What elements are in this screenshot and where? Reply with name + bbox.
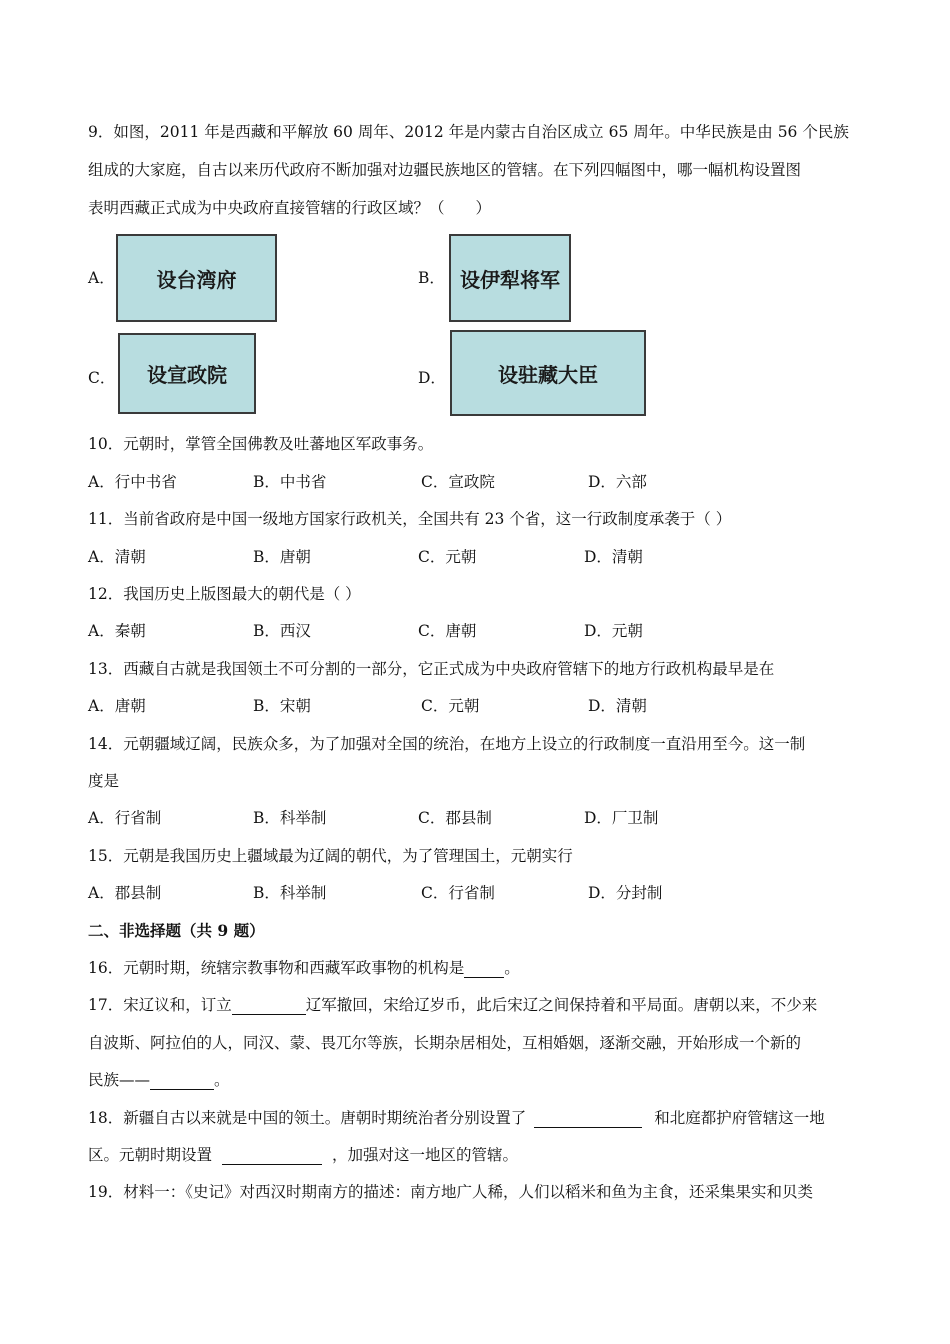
q9-option-d-box: 设驻藏大臣: [450, 330, 646, 416]
q11-option-a: A．清朝: [88, 548, 146, 566]
q10-option-a: A．行中书省: [88, 473, 177, 491]
q9-line-3: 表明西藏正式成为中央政府直接管辖的行政区域？（ ）: [88, 199, 492, 217]
q17-line-3: [88, 1070, 230, 1090]
q17-blank-1[interactable]: [232, 998, 306, 1015]
q12-options: [88, 621, 868, 641]
q12-option-b: B．西汉: [253, 622, 311, 640]
q11-options: [88, 547, 868, 567]
q9-option-d-label: D．: [418, 369, 446, 387]
q18-blank-2[interactable]: [222, 1148, 322, 1165]
q13-option-b: B．宋朝: [253, 697, 311, 715]
q14-options: [88, 808, 868, 828]
q10-option-c: C．宣政院: [421, 473, 495, 491]
q15-option-b: B．科举制: [253, 884, 327, 902]
q9-option-b-box: 设伊犁将军: [449, 234, 571, 322]
q9-option-a-label: A．: [88, 269, 115, 287]
q17-text-cont: 辽军撤回，宋给辽岁币，此后宋辽之间保持着和平局面。唐朝以来，不少来: [305, 996, 818, 1014]
q11-option-d: D．清朝: [584, 548, 643, 566]
q12-option-c: C．唐朝: [418, 622, 477, 640]
q17-blank-2[interactable]: [150, 1073, 214, 1090]
q12-option-a: A．秦朝: [88, 622, 146, 640]
q15-option-a: A．郡县制: [88, 884, 162, 902]
q13-option-c: C．元朝: [421, 697, 480, 715]
q16-text: 16．元朝时期，统辖宗教事物和西藏军政事物的机构是: [88, 959, 465, 977]
q10-options: [88, 472, 868, 492]
q14-option-a: A．行省制: [88, 809, 162, 827]
q9-option-c-label: C．: [88, 369, 116, 387]
q13-option-a: A．唐朝: [88, 697, 146, 715]
q14-line-1: 14．元朝疆域辽阔，民族众多，为了加强对全国的统治，在地方上设立的行政制度一直沿用至今。这一制: [88, 735, 806, 753]
q17-text-end: 。: [214, 1071, 230, 1089]
q15-option-c: C．行省制: [421, 884, 495, 902]
q11-option-c: C．元朝: [418, 548, 477, 566]
q12-stem: 12．我国历史上版图最大的朝代是（ ）: [88, 585, 361, 603]
q17-text: 17．宋辽议和，订立: [88, 996, 232, 1014]
q19-line-1: 19．材料一：《史记》对西汉时期南方的描述：南方地广人稀，人们以稻米和鱼为主食，还采集果实和贝类: [88, 1183, 813, 1201]
q18-text-line2: 区。元朝时期设置: [88, 1146, 213, 1164]
q16: [88, 958, 520, 978]
q15-options: [88, 883, 868, 903]
q14-line-2: 度是: [88, 772, 120, 790]
q10-stem: 10．元朝时，掌管全国佛教及吐蕃地区军政事务。: [88, 435, 434, 453]
q18-line-2: [88, 1145, 518, 1165]
q17-line-2: 自波斯、阿拉伯的人，同汉、蒙、畏兀尔等族，长期杂居相处，互相婚姻，逐渐交融，开始形成一个新的: [88, 1034, 802, 1052]
q14-option-b: B．科举制: [253, 809, 327, 827]
q16-blank[interactable]: [464, 961, 504, 978]
q17-text-line3: 民族——: [88, 1071, 151, 1089]
q18-text-end: ，加强对这一地区的管辖。: [332, 1146, 519, 1164]
q18-text-cont: 和北庭都护府管辖这一地: [654, 1109, 825, 1127]
q15-option-d: D．分封制: [588, 884, 663, 902]
q9-option-b-label: B．: [418, 269, 445, 287]
q9-option-a-box: 设台湾府: [116, 234, 277, 322]
q13-option-d: D．清朝: [588, 697, 647, 715]
q12-option-d: D．元朝: [584, 622, 643, 640]
q15-stem: 15．元朝是我国历史上疆域最为辽阔的朝代，为了管理国土，元朝实行: [88, 847, 573, 865]
q11-stem: 11．当前省政府是中国一级地方国家行政机关，全国共有 23 个省，这一行政制度承袭于（ ）: [88, 510, 732, 528]
q9-line-1: 9．如图，2011 年是西藏和平解放 60 周年、2012 年是内蒙古自治区成立 65 周年。中华民族是由 56 个民族: [88, 123, 849, 141]
q11-option-b: B．唐朝: [253, 548, 311, 566]
q17-line-1: [88, 995, 817, 1015]
q14-option-d: D．厂卫制: [584, 809, 659, 827]
q16-text-end: 。: [504, 959, 520, 977]
q14-option-c: C．郡县制: [418, 809, 492, 827]
q13-options: [88, 696, 868, 716]
q18-text: 18．新疆自古以来就是中国的领土。唐朝时期统治者分别设置了: [88, 1109, 527, 1127]
q13-stem: 13．西藏自古就是我国领土不可分割的一部分，它正式成为中央政府管辖下的地方行政机构最早是在: [88, 660, 775, 678]
q18-line-1: [88, 1108, 825, 1128]
q9-line-2: 组成的大家庭，自古以来历代政府不断加强对边疆民族地区的管辖。在下列四幅图中，哪一幅机构设置图: [88, 161, 802, 179]
q10-option-b: B．中书省: [253, 473, 327, 491]
q10-option-d: D．六部: [588, 473, 647, 491]
q18-blank-1[interactable]: [534, 1111, 642, 1128]
section-title: 二、非选择题（共 9 题）: [88, 921, 265, 940]
q9-option-c-box: 设宣政院: [118, 333, 256, 414]
